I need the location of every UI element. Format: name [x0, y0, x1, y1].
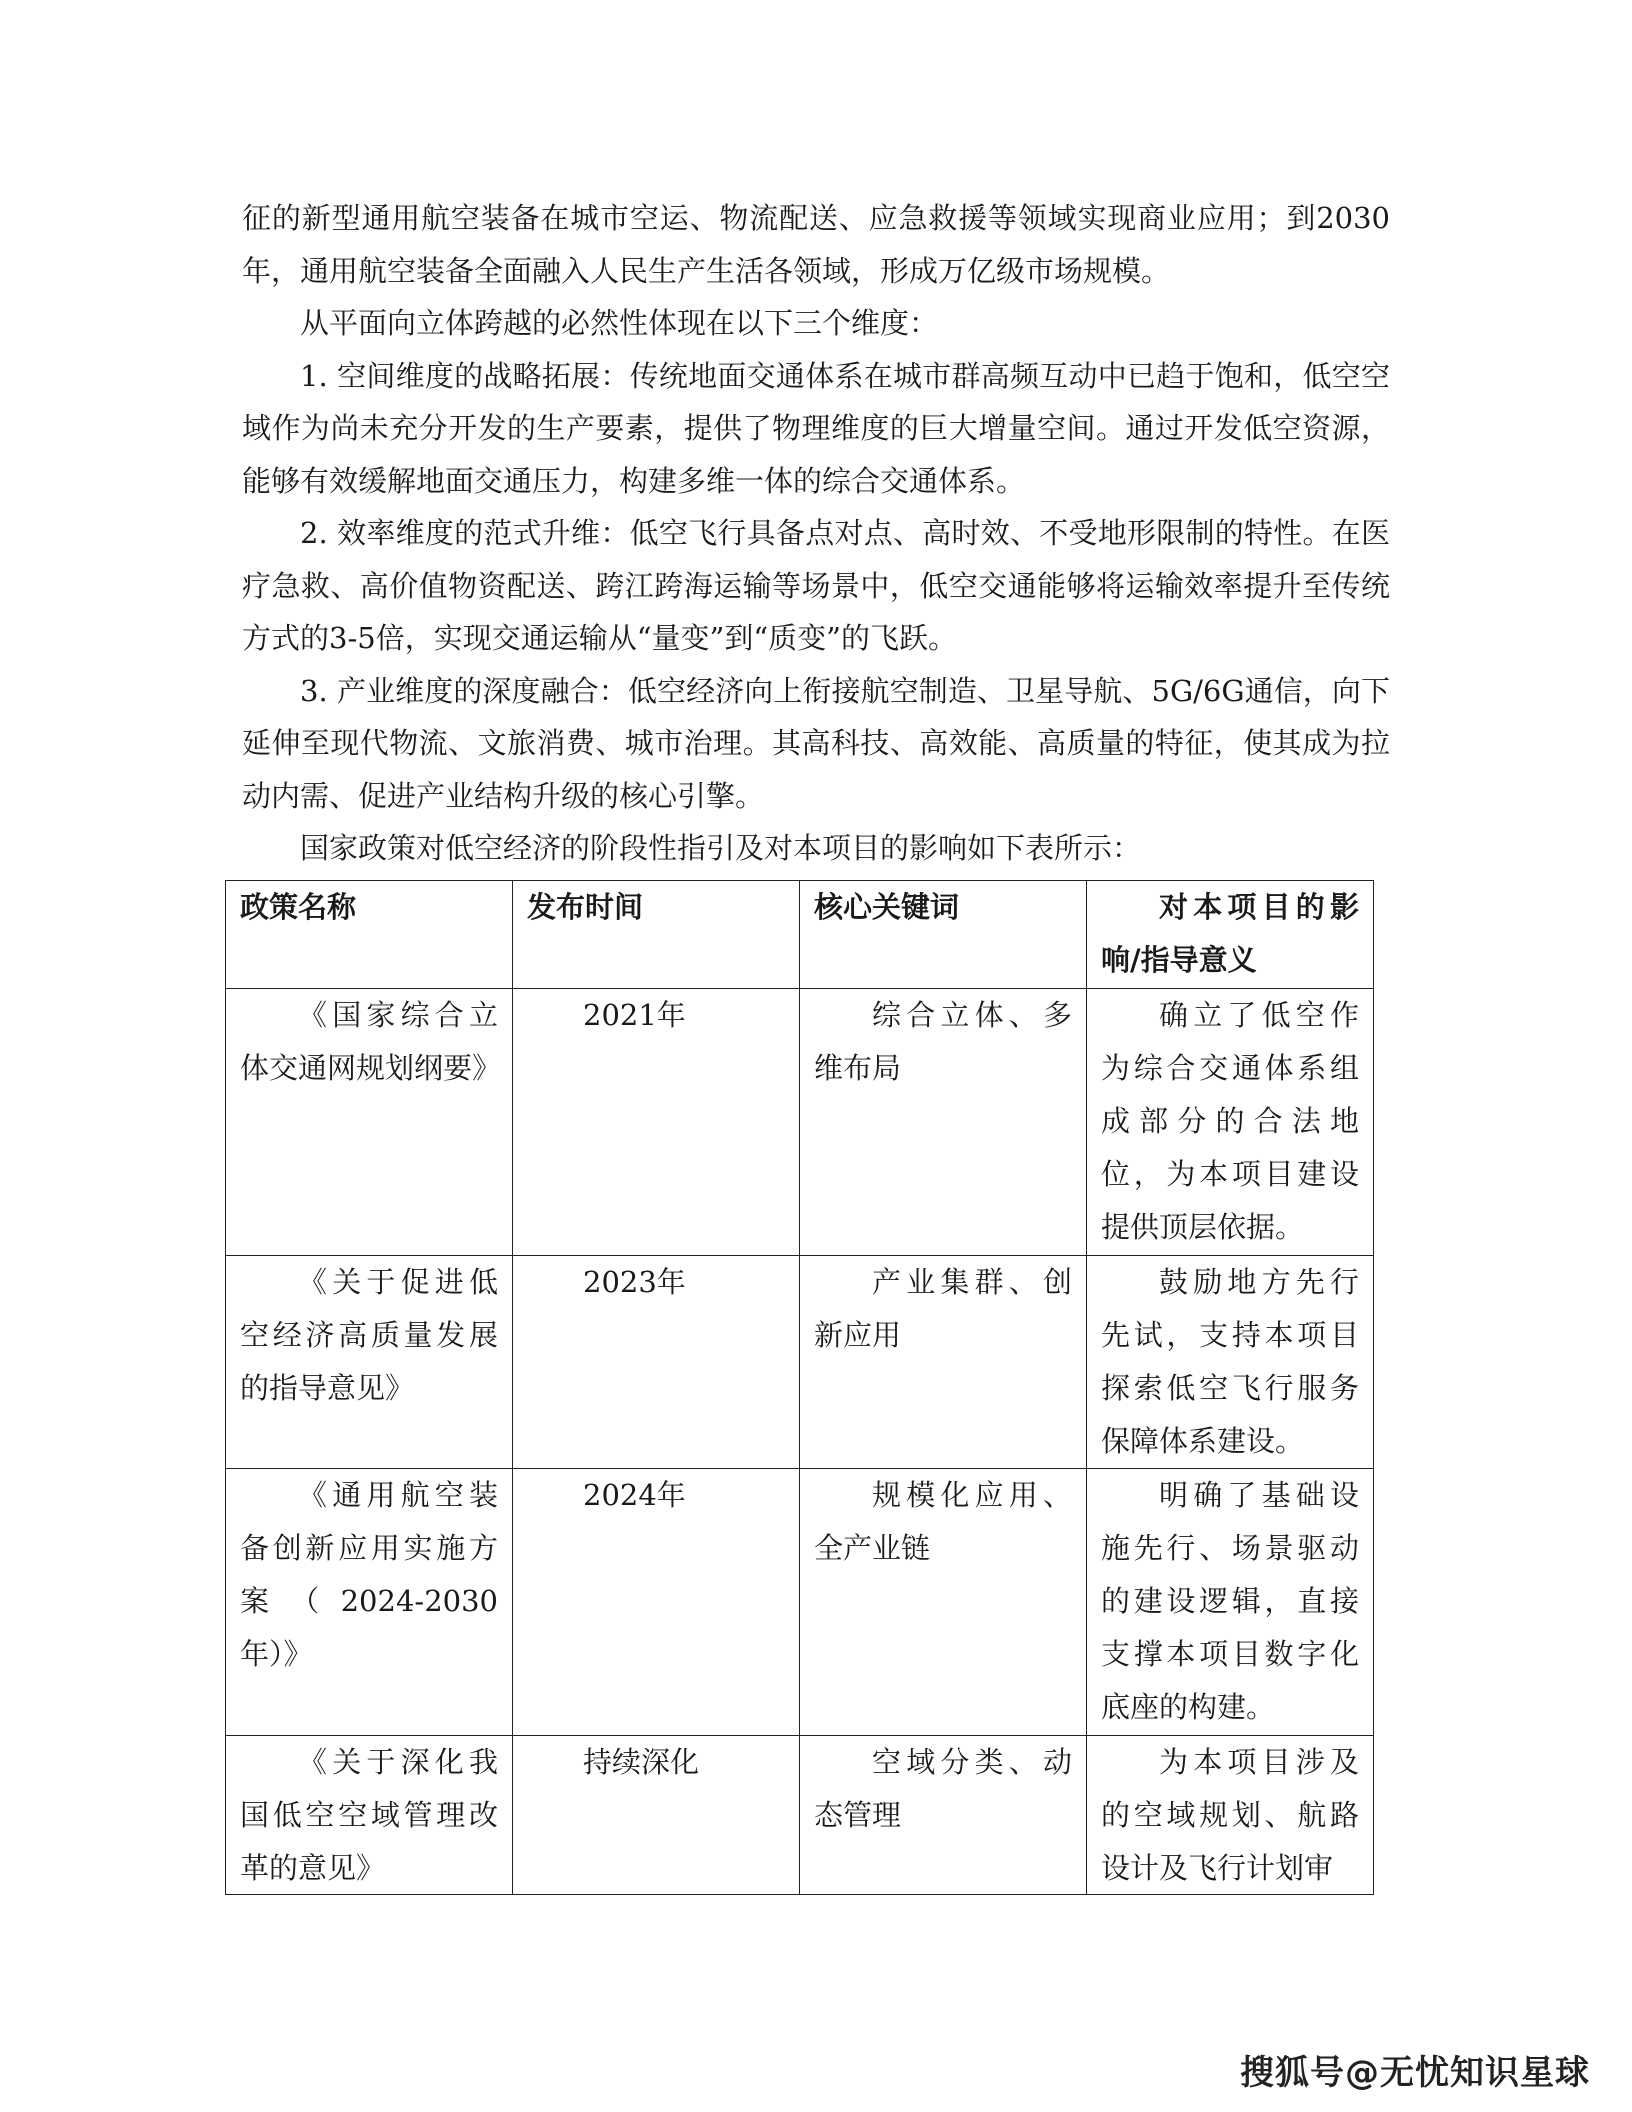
- cell-impact: [1087, 1736, 1374, 1895]
- cell-policy-name: 《关于促进低空经济高质量发展的指导意见》: [226, 1256, 513, 1469]
- header-keywords: 核心关键词: [800, 881, 1087, 989]
- cell-keywords: [800, 1736, 1087, 1895]
- cell-release-date: 2021年: [513, 989, 800, 1256]
- paragraph-intro: 从平面向立体跨越的必然性体现在以下三个维度：: [300, 306, 939, 340]
- cell-policy-name: 《通用航空装备创新应用实施方案（2024-2030年）》: [226, 1469, 513, 1736]
- watermark: 搜狐号@无忧知识星球: [1240, 2053, 1590, 2093]
- cell-keywords: 综合立体、多维布局: [800, 989, 1087, 1256]
- cell-text: 《关于深化我国低空空域管理改革的意见》: [240, 1745, 498, 1885]
- header-release-date: 发布时间: [513, 881, 800, 989]
- paragraph-continuation: 征的新型通用航空装备在城市空运、物流配送、应急救援等领域实现商业应用；到2030年，通用航空装备全面融入人民生产生活各领域，形成万亿级市场规模。: [242, 201, 1390, 288]
- cell-text: 为本项目涉及的空域规划、航路设计及飞行计划审: [1101, 1745, 1359, 1885]
- cell-text: 持续深化: [583, 1745, 700, 1779]
- paragraph-point-1: 1. 空间维度的战略拓展：传统地面交通体系在城市群高频互动中已趋于饱和，低空空域作为尚未充分开发的生产要素，提供了物理维度的巨大增量空间。通过开发低空资源，能够有效缓解地面交通压力，构建多维一体的综合交通体系。: [242, 358, 1390, 498]
- cell-release-date: [513, 1736, 800, 1895]
- cell-text: 空域分类、动态管理: [814, 1745, 1072, 1832]
- cell-impact: 确立了低空作为综合交通体系组成部分的合法地位，为本项目建设提供顶层依据。: [1087, 989, 1374, 1256]
- cell-release-date: 2024年: [513, 1469, 800, 1736]
- document-body: [242, 192, 1390, 875]
- paragraph-point-2: 2. 效率维度的范式升维：低空飞行具备点对点、高时效、不受地形限制的特性。在医疗急救、高价值物资配送、跨江跨海运输等场景中，低空交通能够将运输效率提升至传统方式的3-5倍，实现交通运输从“量变”到“质变”的飞跃。: [242, 516, 1390, 655]
- table-row: [226, 1469, 1374, 1736]
- header-impact: 对本项目的影响/指导意义: [1087, 881, 1374, 989]
- cell-release-date: 2023年: [513, 1256, 800, 1469]
- paragraph-point-3: 3. 产业维度的深度融合：低空经济向上衔接航空制造、卫星导航、5G/6G通信，向下延伸至现代物流、文旅消费、城市治理。其高科技、高效能、高质量的特征，使其成为拉动内需、促进产业结构升级的核心引擎。: [242, 673, 1390, 813]
- cell-impact: 鼓励地方先行先试，支持本项目探索低空飞行服务保障体系建设。: [1087, 1256, 1374, 1469]
- table-row: [226, 989, 1374, 1256]
- table-row: [226, 1256, 1374, 1469]
- table-caption: 国家政策对低空经济的阶段性指引及对本项目的影响如下表所示：: [300, 831, 1142, 865]
- cell-keywords: 产业集群、创新应用: [800, 1256, 1087, 1469]
- policy-table: [225, 880, 1374, 1895]
- cell-policy-name: 《国家综合立体交通网规划纲要》: [226, 989, 513, 1256]
- table-header-row: [226, 881, 1374, 989]
- cell-policy-name: [226, 1736, 513, 1895]
- cell-impact: 明确了基础设施先行、场景驱动的建设逻辑，直接支撑本项目数字化底座的构建。: [1087, 1469, 1374, 1736]
- table-row: [226, 1736, 1374, 1895]
- header-policy-name: 政策名称: [226, 881, 513, 989]
- cell-keywords: 规模化应用、全产业链: [800, 1469, 1087, 1736]
